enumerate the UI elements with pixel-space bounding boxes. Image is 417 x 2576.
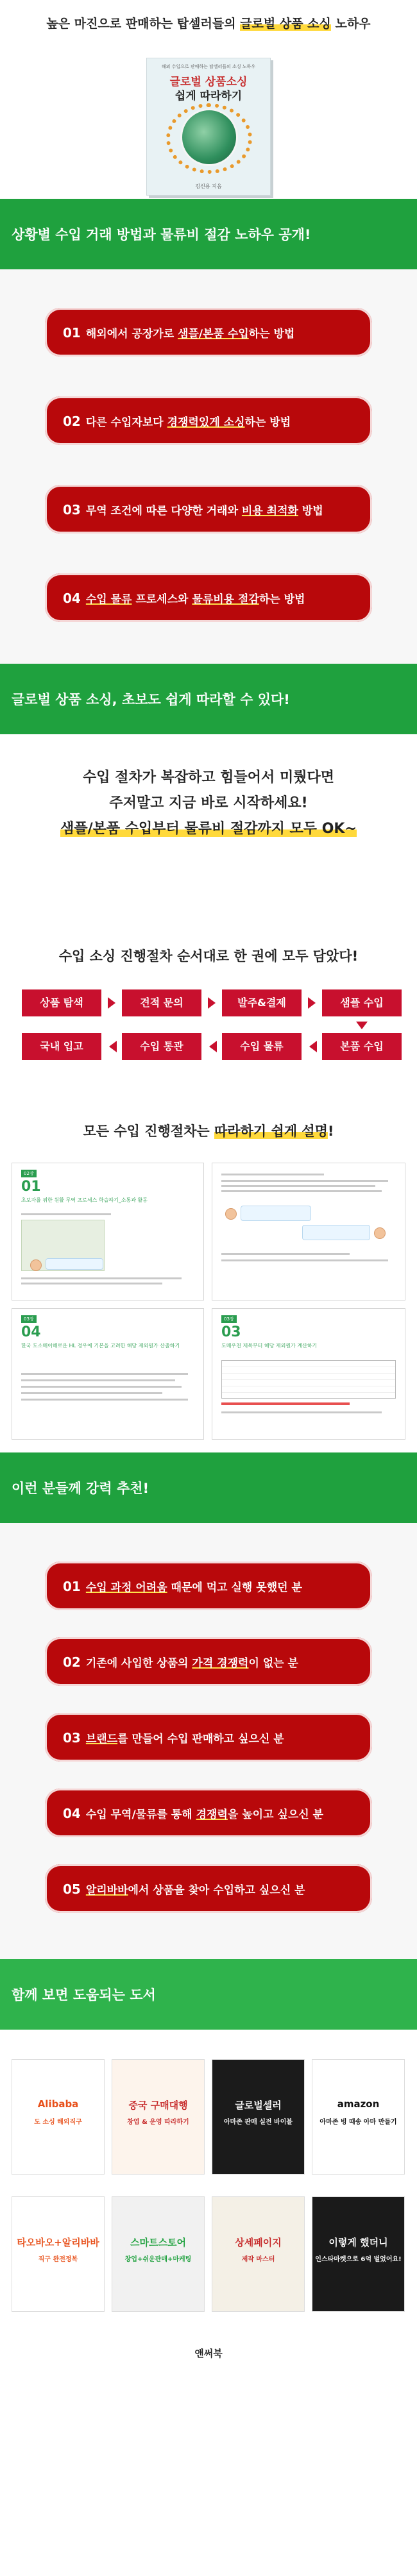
book-title: 스마트스토어 (130, 2237, 186, 2248)
item-text: 무역 조건에 따른 다양한 거래와 (85, 505, 242, 518)
flow-step: 수입 통관 (122, 1033, 201, 1060)
recommend-item (45, 1562, 372, 1610)
item-number: 02 (63, 1654, 81, 1670)
book-title: 이렇게 했더니 (328, 2237, 388, 2248)
item-text: 해외에서 공장가로 (85, 328, 178, 341)
flow-step: 샘플 수입 (322, 989, 402, 1016)
book-subtitle: 창업+쉬운판매+마케팅 (124, 2256, 192, 2263)
item-number: 05 (63, 1881, 81, 1897)
page-preview (212, 1308, 405, 1440)
item-emphasis: 수입 과정 어려움 (85, 1581, 167, 1594)
flow-step: 수입 물류 (222, 1033, 302, 1060)
related-book-cover[interactable] (312, 2059, 405, 2175)
arrow-left-icon (209, 1041, 217, 1052)
banner-title: 상황별 수입 거래 방법과 물류비 절감 노하우 공개! (12, 227, 311, 242)
item-text: 하는 방법 (259, 593, 305, 606)
related-book-cover[interactable] (112, 2059, 205, 2175)
speech-bubble (302, 1225, 370, 1240)
top-headline (0, 14, 417, 31)
item-text: 프로세스와 (132, 593, 192, 606)
lead-line-2: 주저말고 지금 바로 시작하세요! (109, 795, 308, 811)
speech-bubble (46, 1258, 103, 1270)
item-number: 02 (63, 414, 81, 429)
page-chapter-tag: 02장 (21, 1170, 37, 1177)
flow-step: 본품 수입 (322, 1033, 402, 1060)
item-emphasis: 브랜드 (85, 1733, 118, 1746)
banner-recommended (0, 1452, 417, 1523)
banner-title: 이런 분들께 강력 추천! (12, 1481, 149, 1496)
arrow-right-icon (108, 997, 115, 1009)
item-emphasis: 가격 경쟁력 (192, 1657, 249, 1670)
related-book-cover[interactable] (112, 2196, 205, 2312)
text-line (221, 1190, 382, 1192)
page-section-title: 초보자를 위한 원활 무역 프로세스 학습하기_소통과 활동 (21, 1197, 148, 1203)
text-line (21, 1379, 175, 1381)
related-book-cover[interactable] (12, 2196, 105, 2312)
book-subtitle: 직구 완전정복 (38, 2256, 78, 2263)
item-text: 하는 방법 (248, 328, 295, 341)
flow-step: 상품 탐색 (22, 989, 101, 1016)
page-section-number: 01 (21, 1179, 41, 1195)
globe-icon (180, 108, 238, 166)
methods-section (0, 269, 417, 664)
related-book-cover[interactable] (312, 2196, 405, 2312)
item-emphasis: 물류비용 절감 (192, 593, 259, 606)
recommend-item (45, 1713, 372, 1762)
book-subtitle: 아마존 빙 때송 아마 만들기 (319, 2119, 397, 2126)
flow-step: 발주&결제 (222, 989, 302, 1016)
cover-title-line1: 글로벌 상품소싱 (169, 76, 248, 88)
page-section-number: 04 (21, 1324, 41, 1340)
recommend-item (45, 1789, 372, 1837)
item-emphasis: 수입 물류 (85, 593, 132, 606)
banner-title: 함께 보면 도움되는 도서 (12, 1987, 156, 2003)
item-text: 를 만들어 수입 판매하고 싶으신 분 (117, 1733, 284, 1746)
item-text: 수입 무역/물류를 통해 (85, 1808, 196, 1821)
book-title: 중국 구매대행 (128, 2100, 188, 2111)
page-preview (12, 1308, 204, 1440)
arrow-left-icon (309, 1041, 317, 1052)
book-title: 상세페이지 (235, 2237, 282, 2248)
headline-pre: 높은 마진으로 판매하는 탑셀러들의 (46, 17, 241, 31)
arrow-right-icon (308, 997, 316, 1009)
book-subtitle: 제작 마스터 (241, 2256, 275, 2263)
arrow-down-icon (356, 1022, 368, 1029)
item-text: 에서 상품을 찾아 수입하고 싶으신 분 (128, 1884, 305, 1897)
item-number: 04 (63, 1806, 81, 1821)
text-line (221, 1185, 375, 1187)
text-line (221, 1253, 350, 1255)
item-number: 04 (63, 591, 81, 606)
method-item (45, 485, 372, 534)
book-title: 글로벌셀러 (235, 2100, 282, 2111)
banner-import-methods (0, 199, 417, 269)
text-line (21, 1392, 162, 1394)
book-subtitle: 창업 & 운영 따라하기 (127, 2119, 189, 2126)
recommend-section (0, 1523, 417, 1959)
headline-highlight: 글로벌 상품 소싱 (240, 17, 331, 31)
banner-related-books (0, 1959, 417, 2030)
related-book-cover[interactable] (212, 2059, 305, 2175)
page-chapter-tag: 03장 (221, 1315, 237, 1323)
speech-bubble (241, 1206, 311, 1221)
item-text: 기존에 사입한 상품의 (85, 1657, 192, 1670)
related-books-section (0, 2030, 417, 2368)
page-preview (12, 1163, 204, 1301)
character-avatar (374, 1227, 386, 1239)
text-line (21, 1399, 188, 1401)
item-emphasis: 비용 최적화 (241, 505, 298, 518)
cover-tagline: 해외 수입으로 판매하는 탑셀러들의 소싱 노하우 (161, 64, 256, 69)
page-chapter-tag: 03장 (21, 1315, 37, 1323)
item-text: 하는 방법 (244, 416, 291, 429)
item-number: 01 (63, 1579, 81, 1594)
text-line (21, 1277, 182, 1279)
character-avatar (225, 1208, 237, 1220)
item-emphasis: 알리바바 (85, 1884, 128, 1897)
explain-text: ! (327, 1124, 334, 1139)
character-avatar (30, 1259, 42, 1271)
book-subtitle: 도 소싱 해외직구 (34, 2119, 82, 2126)
text-line (21, 1213, 111, 1215)
explain-text: 모든 수입 진행절차는 (83, 1124, 214, 1139)
method-item (45, 396, 372, 445)
text-line (21, 1283, 162, 1284)
item-text: 때문에 먹고 실행 못했던 분 (167, 1581, 302, 1594)
text-line (221, 1174, 324, 1175)
top-section (0, 0, 417, 199)
method-item (45, 308, 372, 357)
banner-easy-sourcing (0, 664, 417, 734)
method-item (45, 573, 372, 622)
cover-title-line2: 쉽게 따라하기 (174, 90, 243, 103)
explain-highlight: 따라하기 쉽게 설명 (214, 1124, 328, 1139)
book-cover (146, 58, 271, 196)
explain-title (0, 1121, 417, 1140)
recommend-item (45, 1637, 372, 1686)
related-book-cover[interactable] (212, 2196, 305, 2312)
lead-line-3 (0, 818, 417, 838)
page-section-title: 한국 도소매이해로운 HL 경우에 기본을 고려한 해당 제외원가 산출하기 (21, 1343, 180, 1349)
data-table (221, 1360, 396, 1399)
book-subtitle: 인스타마켓으로 6억 벌었어요! (315, 2256, 402, 2263)
item-text: 을 높이고 싶으신 분 (227, 1808, 324, 1821)
table-highlight-row (221, 1402, 350, 1405)
text-line (21, 1373, 188, 1375)
cover-author: 김신용 지음 (195, 183, 222, 189)
book-title: amazon (337, 2098, 380, 2110)
banner-title: 글로벌 상품 소싱, 초보도 쉽게 따라할 수 있다! (12, 692, 290, 707)
text-line (221, 1411, 382, 1413)
lead-line-1: 수입 절차가 복잡하고 힘들어서 미뤘다면 (83, 770, 334, 786)
headline-post: 노하우 (330, 17, 371, 31)
related-book-cover[interactable] (12, 2059, 105, 2175)
recommend-item (45, 1864, 372, 1913)
item-text: 방법 (298, 505, 323, 518)
item-number: 01 (63, 325, 81, 341)
item-emphasis: 샘플/본품 수입 (178, 328, 249, 341)
process-section (0, 734, 417, 1452)
text-line (221, 1259, 388, 1261)
item-text: 다른 수입자보다 (85, 416, 167, 429)
book-subtitle: 아마존 판매 실전 바이블 (223, 2119, 293, 2126)
lead-highlight: 샘플/본품 수입부터 물류비 절감까지 모두 OK~ (60, 821, 357, 837)
item-emphasis: 경쟁력 (196, 1808, 228, 1821)
text-line (21, 1386, 182, 1388)
flow-step: 견적 문의 (122, 989, 201, 1016)
book-title: Alibaba (37, 2098, 79, 2110)
arrow-right-icon (208, 997, 216, 1009)
flow-step: 국내 입고 (22, 1033, 101, 1060)
item-emphasis: 경쟁력있게 소싱 (167, 416, 245, 429)
publisher-logo: 앤써북 (194, 2348, 223, 2359)
page-section-title: 도매우천 제목부터 해당 제외원가 계산하기 (221, 1343, 318, 1349)
flow-title: 수입 소싱 진행절차 순서대로 한 권에 모두 담았다! (58, 948, 359, 964)
item-number: 03 (63, 502, 81, 518)
arrow-left-icon (109, 1041, 117, 1052)
page-section-number: 03 (221, 1324, 241, 1340)
text-line (221, 1180, 388, 1182)
page-preview (212, 1163, 405, 1301)
item-number: 03 (63, 1730, 81, 1746)
item-text: 이 없는 분 (248, 1657, 298, 1670)
book-title: 타오바오+알리바바 (17, 2237, 99, 2248)
